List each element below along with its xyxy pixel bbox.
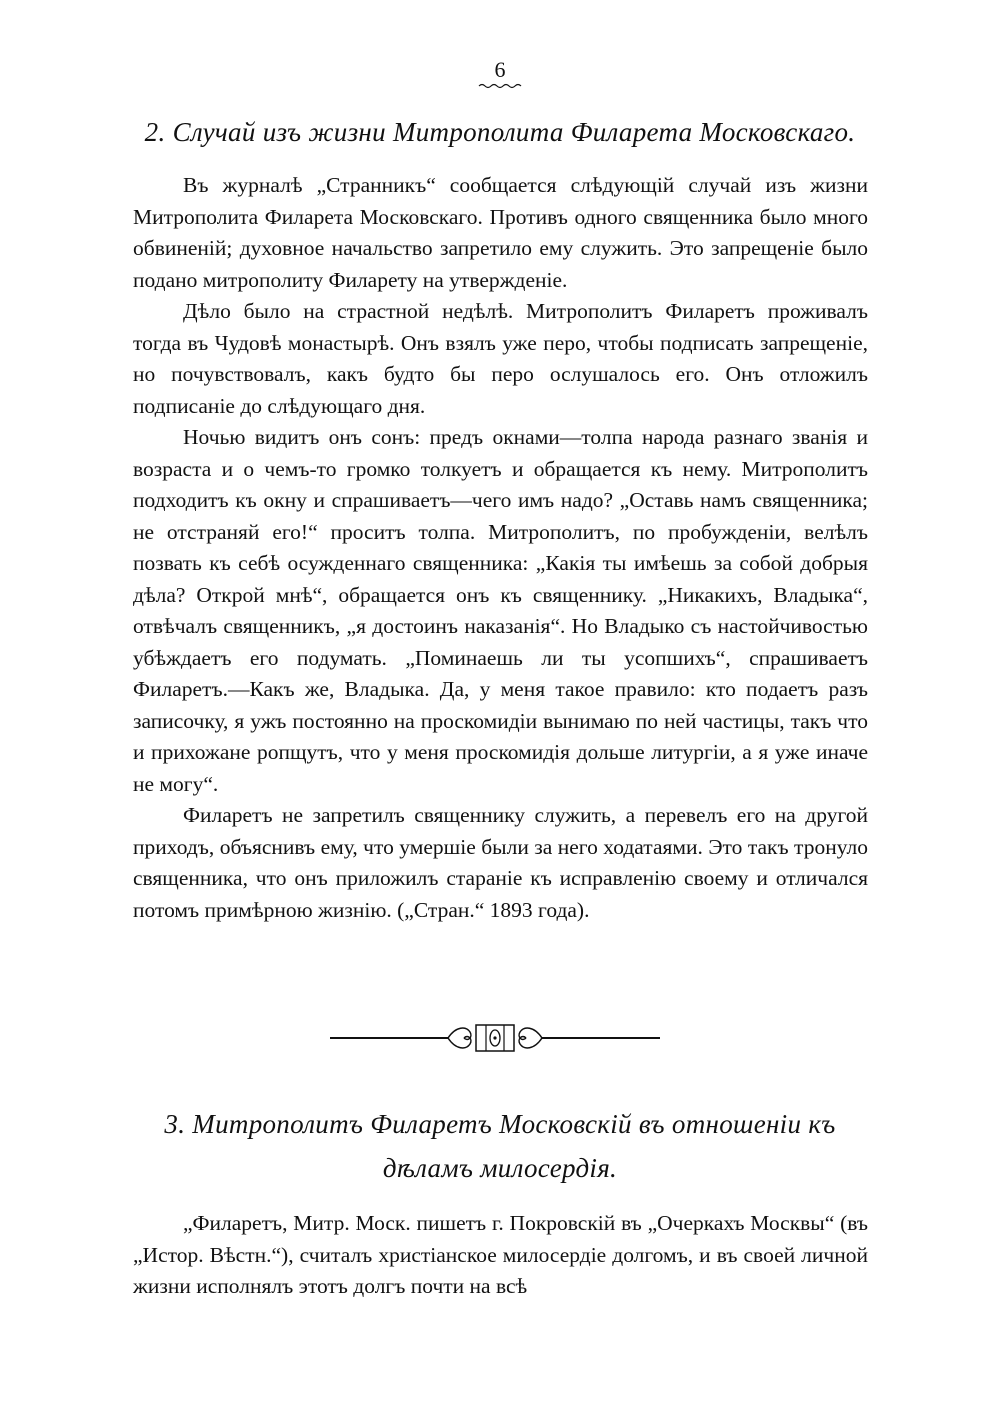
section-2-body [133, 170, 868, 926]
section-3-heading: 3. Митрополитъ Филаретъ Московскій въ отношеніи къ дѣламъ милосердія. [164, 1109, 836, 1183]
section-2-paragraph-3: Ночью видитъ онъ сонъ: предъ окнами—толпа народа разнаго званія и возраста и о чемъ-то громко толкуетъ и обращается къ нему. Митрополитъ подходитъ къ окну и спрашиваетъ—чего имъ надо? „Оставь намъ священника; не отстраняй его!“ проситъ толпа. Митрополитъ, по пробужденіи, велѣлъ позвать къ себѣ осужденнаго священника: „Какія ты имѣешь за собой добрыя дѣла? Открой мнѣ“, обращается онъ къ священнику. „Никакихъ, Владыка“, отвѣчалъ священникъ, „я достоинъ наказанія“. Но Владыко съ настойчивостью убѣждаетъ его подумать. „Поминаешь ли ты усопшихъ“, спрашиваетъ Филаретъ.—Какъ же, Владыка. Да, у меня такое правило: кто подаетъ разъ записочку, я ужъ постоянно на проскомидіи вынимаю по ней частицы, такъ что и прихожане ропщутъ, что у меня проскомидія дольше литургіи, а я уже иначе не могу“. [133, 425, 868, 796]
section-2-paragraph-2: Дѣло было на страстной недѣлѣ. Митрополитъ Филаретъ проживалъ тогда въ Чудовѣ монастырѣ. Онъ взялъ уже перо, чтобы подписать запрещеніе, но почувствовалъ, какъ будто бы перо ослушалось его. Онъ отложилъ подписаніе до слѣдующаго дня. [133, 299, 868, 418]
section-3-body [133, 1208, 868, 1303]
section-2-paragraph-1: Въ журналѣ „Странникъ“ сообщается слѣдующій случай изъ жизни Митрополита Филарета Московскаго. Противъ одного священника было много обвиненій; духовное начальство запретило ему служить. Это запрещеніе было подано митрополиту Филарету на утвержденіе. [133, 173, 868, 292]
section-2-heading: 2. Случай изъ жизни Митрополита Филарета Московскаго. [144, 117, 856, 147]
section-divider-ornament [330, 1016, 660, 1060]
page-number: 6 [494, 57, 506, 82]
page-header [0, 58, 1000, 90]
page-number-underline-ornament [477, 82, 523, 90]
section-2-paragraph-4: Филаретъ не запретилъ священнику служить, а перевелъ его на другой приходъ, объяснивъ ему, что умершіе были за него ходатаями. Это такъ тронуло священника, что онъ приложилъ стараніе къ исправленію своему и отличался потомъ примѣрною жизнію. („Стран.“ 1893 года). [133, 803, 868, 922]
section-3-paragraph-1: „Филаретъ, Митр. Моск. пишетъ г. Покровскій въ „Очеркахъ Москвы“ (въ „Истор. Вѣстн.“), считалъ христіанское милосердіе долгомъ, и въ своей личной жизни исполнялъ этотъ долгъ почти на всѣ [133, 1211, 868, 1298]
